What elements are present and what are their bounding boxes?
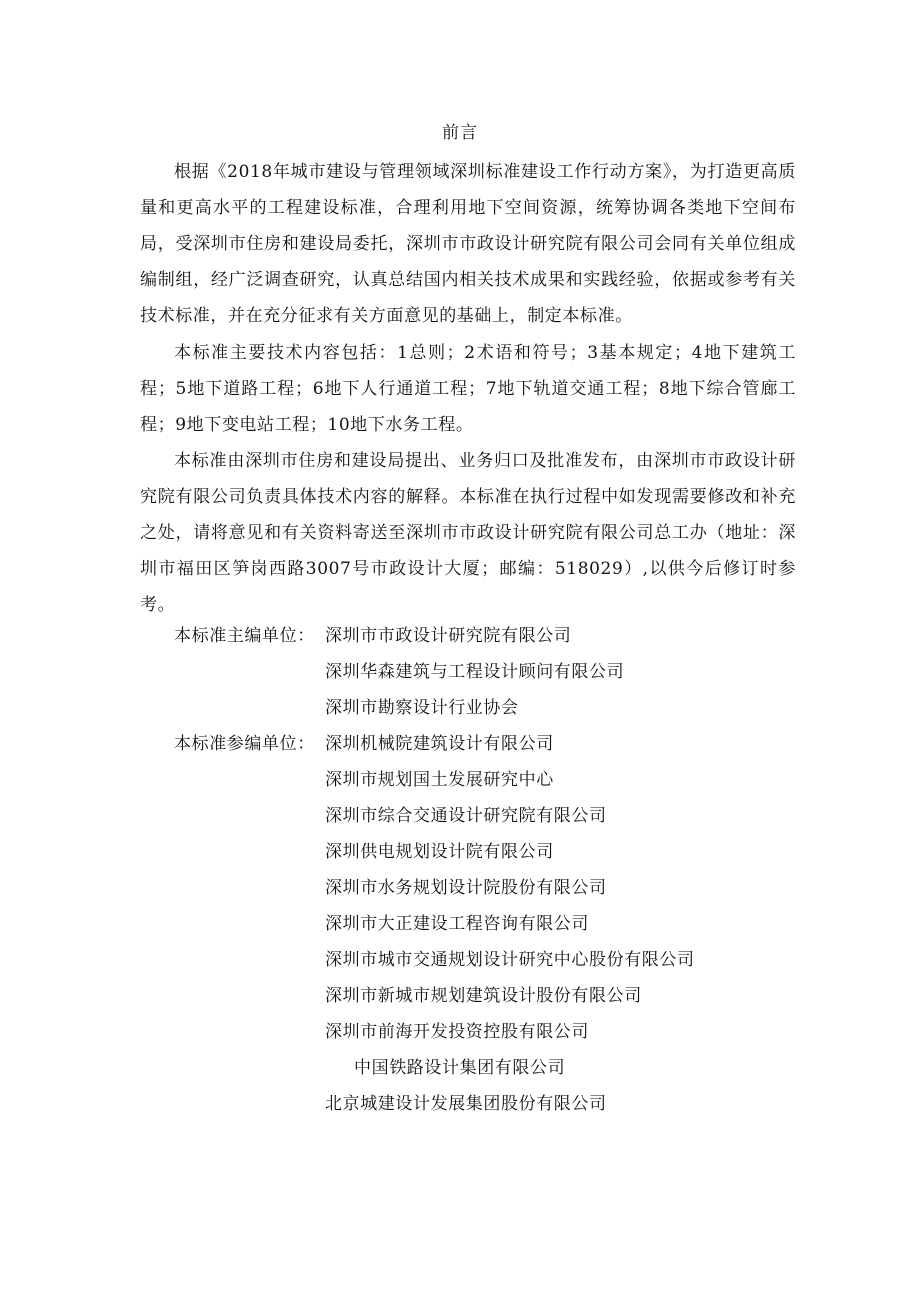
chief-unit: 深圳市勘察设计行业协会 bbox=[325, 698, 519, 718]
paragraph-responsibility: 本标准由深圳市住房和建设局提出、业务归口及批准发布，由深圳市市政设计研究院有限公司负责具体技术内容的解释。本标准在执行过程中如发现需要修改和补充之处，请将意见和有关资料寄送至深圳市市政设计研究院有限公司总工办（地址：深圳市福田区笋岗西路3007号市政设计大厦；邮编：518029）,以供今后修订时参考。 bbox=[140, 451, 796, 615]
participant-unit: 深圳市水务规划设计院股份有限公司 bbox=[325, 878, 607, 898]
participant-unit: 中国铁路设计集团有限公司 bbox=[354, 1058, 566, 1078]
participant-unit: 深圳市新城市规划建筑设计股份有限公司 bbox=[325, 986, 642, 1006]
participant-unit: 北京城建设计发展集团股份有限公司 bbox=[325, 1094, 607, 1114]
participant-unit: 深圳供电规划设计院有限公司 bbox=[325, 842, 554, 862]
participant-unit: 深圳市前海开发投资控股有限公司 bbox=[325, 1022, 589, 1042]
chief-unit: 深圳华森建筑与工程设计顾问有限公司 bbox=[325, 662, 625, 682]
participant-unit: 深圳市大正建设工程咨询有限公司 bbox=[325, 914, 589, 934]
participant-units-label: 本标准参编单位： bbox=[174, 734, 315, 754]
page-title: 前言 bbox=[442, 123, 478, 143]
participant-unit: 深圳市综合交通设计研究院有限公司 bbox=[325, 806, 607, 826]
participant-unit: 深圳市城市交通规划设计研究中心股份有限公司 bbox=[325, 950, 695, 970]
chief-units-label: 本标准主编单位： bbox=[174, 626, 315, 646]
participant-unit: 深圳机械院建筑设计有限公司 bbox=[325, 734, 554, 754]
paragraph-background: 根据《2018年城市建设与管理领域深圳标准建设工作行动方案》，为打造更高质量和更高水平的工程建设标准，合理利用地下空间资源，统筹协调各类地下空间布局，受深圳市住房和建设局委托，深圳市市政设计研究院有限公司会同有关单位组成编制组，经广泛调查研究，认真总结国内相关技术成果和实践经验，依据或参考有关技术标准，并在充分征求有关方面意见的基础上，制定本标准。 bbox=[140, 162, 796, 326]
chief-unit: 深圳市市政设计研究院有限公司 bbox=[325, 626, 572, 646]
paragraph-contents: 本标准主要技术内容包括：1总则；2术语和符号；3基本规定；4地下建筑工程；5地下道路工程；6地下人行通道工程；7地下轨道交通工程；8地下综合管廊工程；9地下变电站工程；10地下水务工程。 bbox=[140, 343, 796, 435]
participant-unit: 深圳市规划国土发展研究中心 bbox=[325, 770, 554, 790]
